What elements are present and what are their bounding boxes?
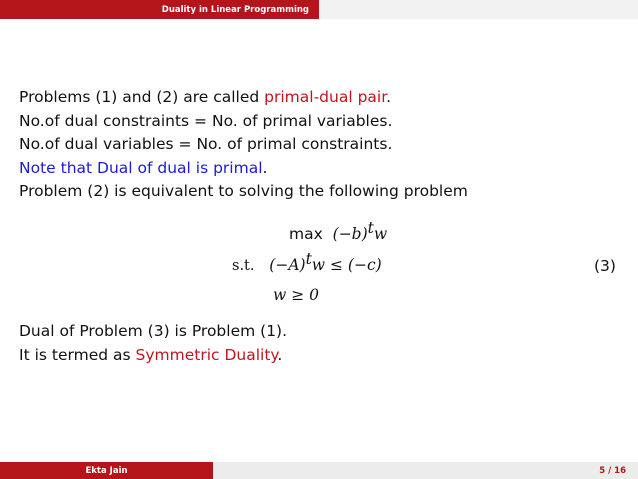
author-name: Ekta Jain <box>85 465 128 476</box>
text-segment: It is termed as <box>19 346 136 364</box>
nonnegativity-constraint: w ≥ 0 <box>273 286 319 304</box>
highlight-primal-dual-pair: primal-dual pair <box>264 88 387 106</box>
constraint-rhs: w ≤ (−c) <box>311 256 382 274</box>
constraint-row <box>232 250 382 274</box>
subject-to-label: s.t. <box>232 258 255 274</box>
text-line-dual-of-dual <box>19 157 619 181</box>
objective-coefficient: (−b) <box>332 225 368 243</box>
objective-row <box>289 219 388 243</box>
footer-author-box <box>0 462 213 479</box>
constraint-matrix: (−A) <box>269 256 306 274</box>
text-line-primal-dual <box>19 86 619 110</box>
max-operator: max <box>289 225 323 243</box>
text-line-symmetric-duality <box>19 346 282 364</box>
text-line-dual-of-problem-3: Dual of Problem (3) is Problem (1). <box>19 322 288 340</box>
highlight-dual-of-dual: Note that Dual of dual is primal <box>19 158 263 177</box>
text-segment: . <box>262 158 268 177</box>
text-segment: . <box>386 88 392 106</box>
footer-bar <box>0 462 638 479</box>
page-number: 5 / 16 <box>599 465 626 476</box>
highlight-symmetric-duality: Symmetric Duality <box>135 346 278 364</box>
text-line-dual-constraints: No.of dual constraints = No. of primal variables. <box>19 111 393 130</box>
header-title-box <box>0 0 319 19</box>
slide-body <box>19 86 619 204</box>
nonnegativity-row <box>273 286 319 304</box>
header-bar <box>0 0 638 19</box>
transpose-superscript: t <box>367 219 374 237</box>
text-line-dual-variables: No.of dual variables = No. of primal constraints. <box>19 135 393 153</box>
text-line-equivalent-problem: Problem (2) is equivalent to solving the following problem <box>19 182 468 200</box>
transpose-superscript: t <box>305 250 312 268</box>
slide-section-title: Duality in Linear Programming <box>161 4 309 15</box>
text-segment: . <box>277 346 283 364</box>
text-segment: Problems (1) and (2) are called <box>19 88 265 106</box>
equation-number: (3) <box>594 257 616 275</box>
objective-variable: w <box>373 225 388 243</box>
